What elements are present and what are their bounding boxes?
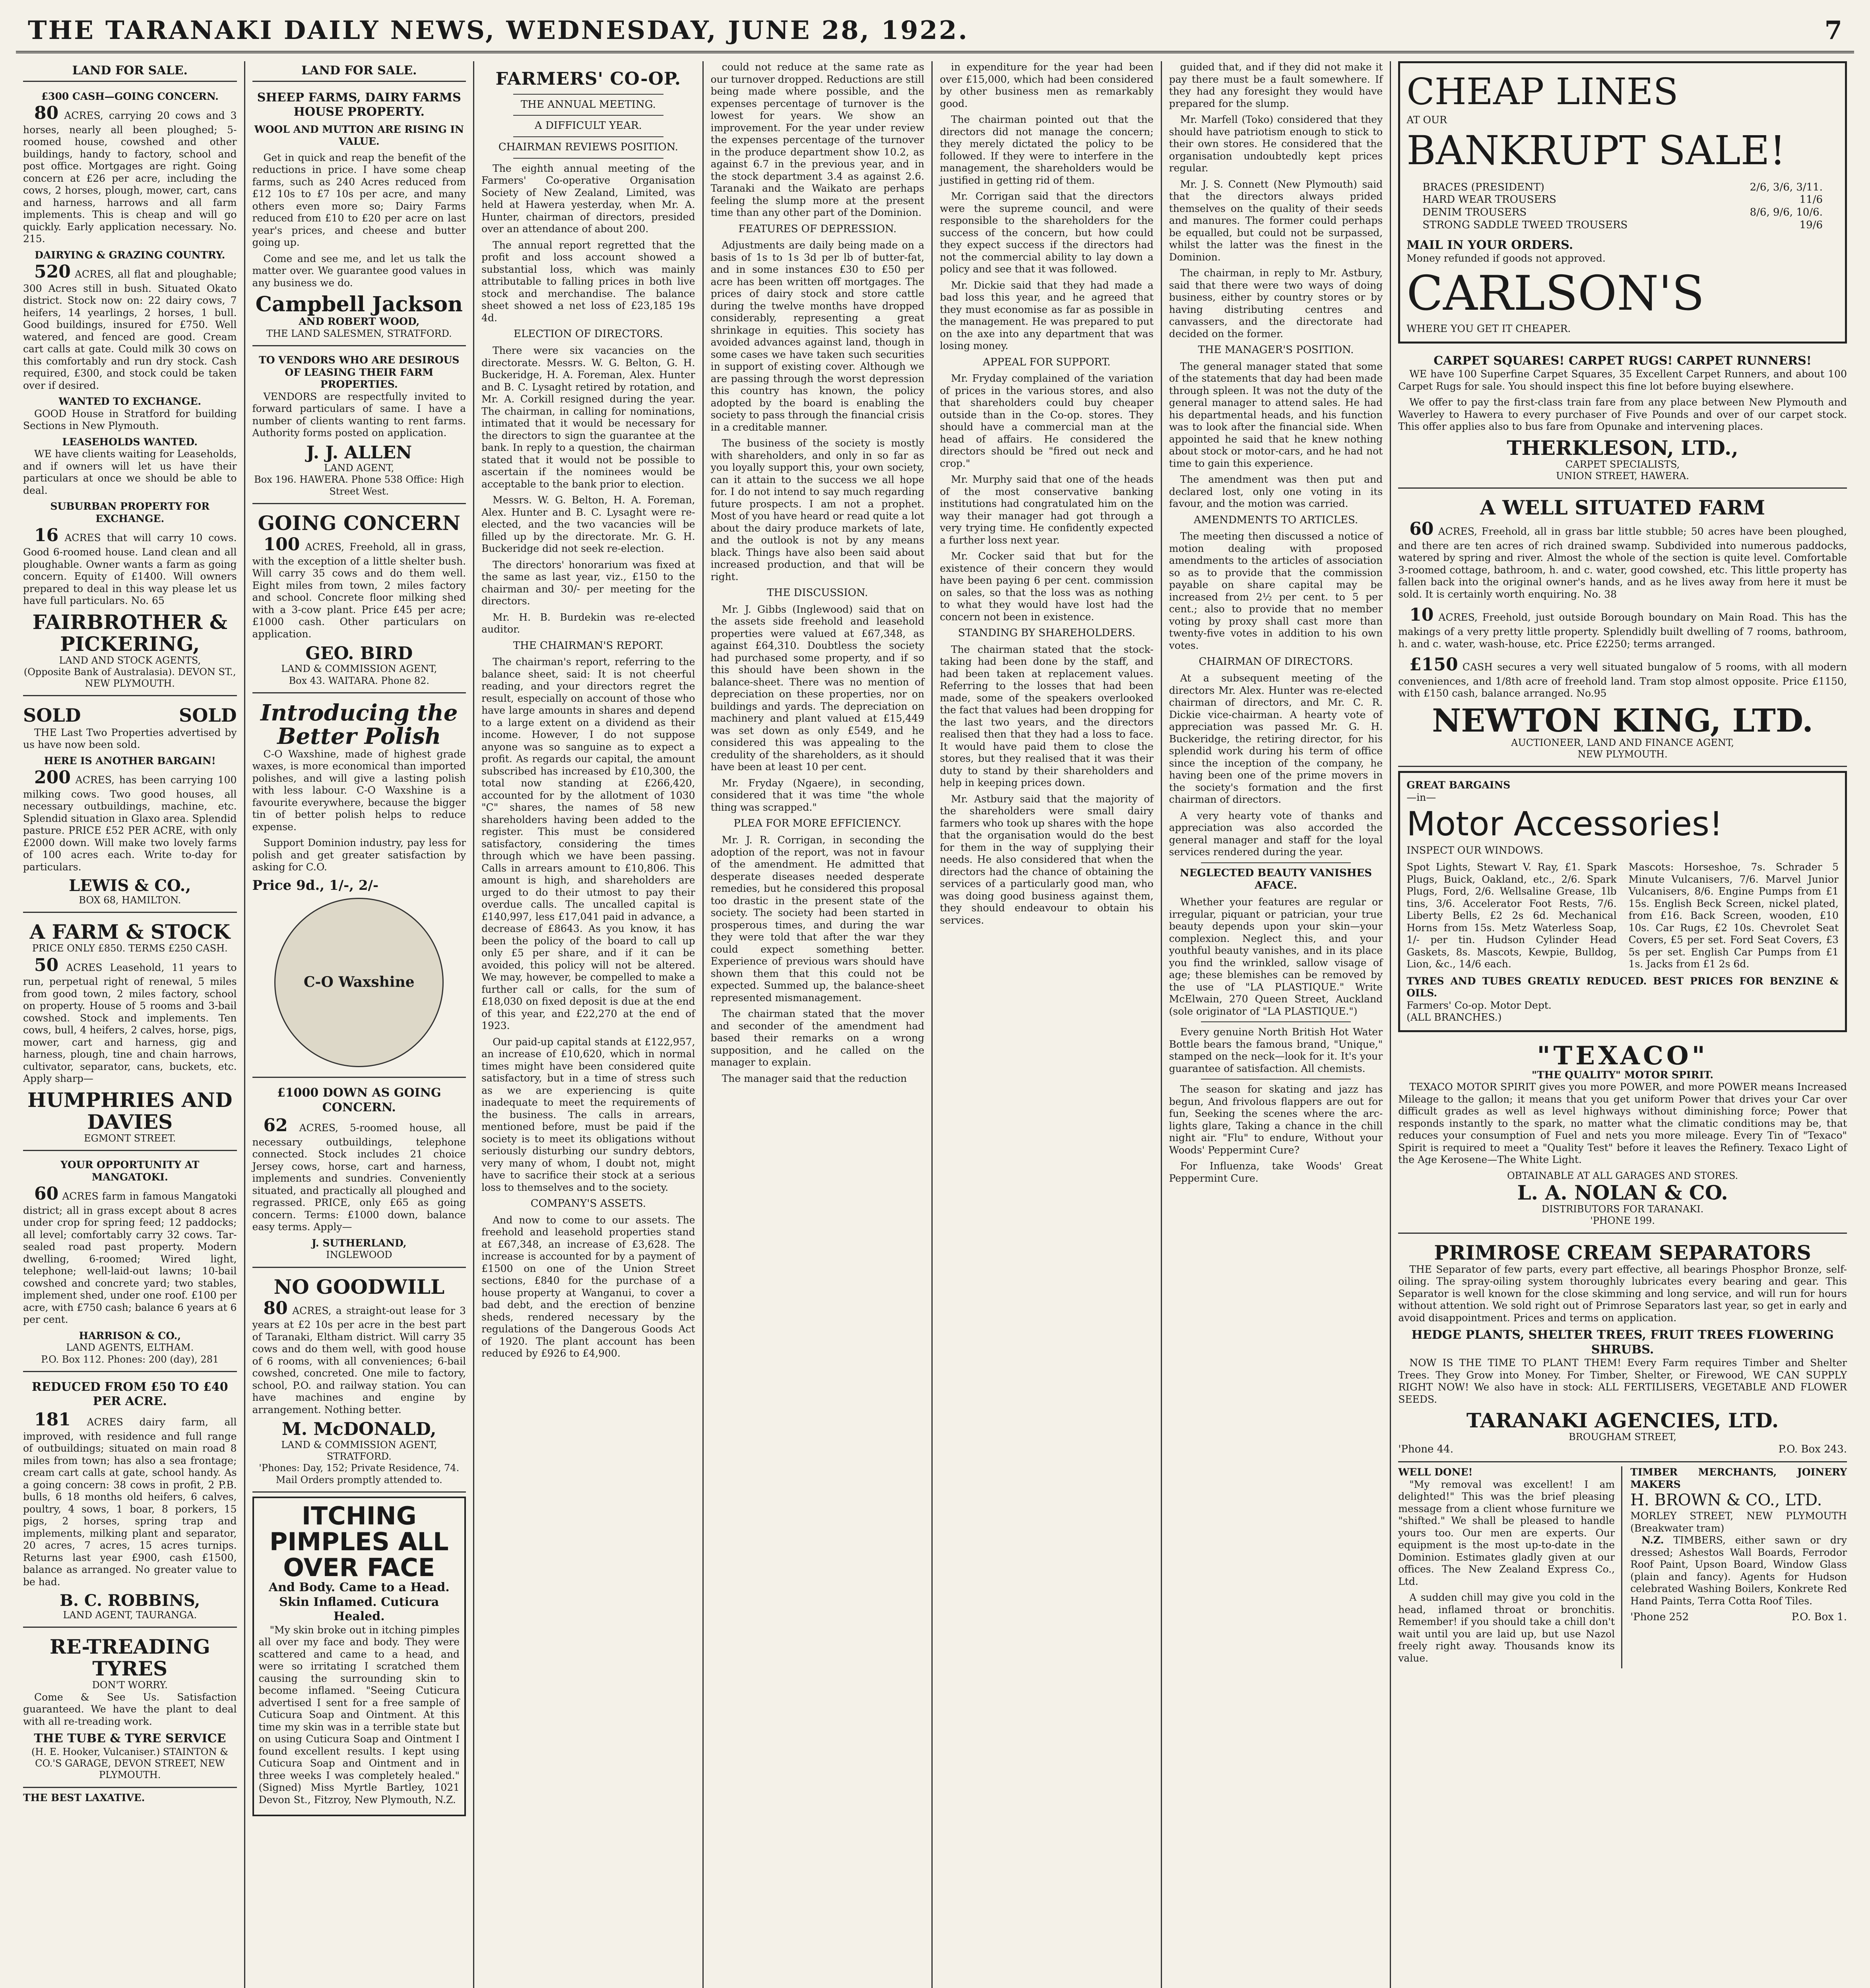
ad-body: "My skin broke out in itching pimples all over my face and body. They were scattered and came to a head, and were so irritating I scratched them causing the surrounding skin to become inflamed. "Seeing Cuticura advertised I sent for a free sample of Cuticura Soap and Ointment. At this time my skin was in a terrible state but on using Cuticura Soap and Ointment I found excellent results. I kept using Cuticura Soap and Ointment and in three weeks I was completely healed." (Signed) Miss Myrtle Bartley, 1021 Devon St., Fitzroy, New Plymouth, N.Z. xyxy=(258,1624,460,1806)
agent-desc: LAND & COMMISSION AGENT, xyxy=(281,663,437,675)
section-heading: THE DISCUSSION. xyxy=(767,587,868,599)
ad-mangatoki xyxy=(23,1155,237,1372)
article-subheading: CHAIRMAN REVIEWS POSITION. xyxy=(498,141,678,153)
ad-lead: 60 xyxy=(1409,519,1434,540)
ad-body: Get in quick and reap the benefit of the reductions in price. I have some cheap farms, such as 240 Acres reduced from £12 10s to £7 10s per acre, and many others even more so; Dairy Farms reduced from £10 to £20 per acre on last year's prices, and cheese and butter going up. xyxy=(252,151,466,248)
item-name: BRACES (PRESIDENT) xyxy=(1422,181,1544,193)
ad-subtitle: —in— xyxy=(1406,791,1436,803)
page-number: 7 xyxy=(1824,15,1842,45)
article-paragraph: The chairman pointed out that the directors did not manage the concern; they merely dictated the policy to be followed. If they were to interfere in the management, the shareholders would be justified in getting rid of them. xyxy=(940,114,1154,186)
ad-body: ACRES, a straight-out lease for 3 years at £2 10s per acre in the best part of Taranaki, Eltham district. Will carry 35 cows and do them well, with good house of 6 rooms, with all conveniences; 6-bail cowshed, concreted. One mile to factory, school, P.O. and railway station. You can have machines and engine by arrangement. Nothing better. xyxy=(252,1305,466,1415)
ad-body: THE Separator of few parts, every part effective, all bearings Phosphor Bronze, self-oiling. The spray-oiling system thoroughly lubricates every bearing and gear. This Separator is well known for the close skimming and long service, and will run for hours without attention. We sold right out of Primrose Separators last year, so get in early and avoid disappointment. Prices and terms on application. xyxy=(1398,1263,1847,1324)
agent-address: Box 43. WAITARA. Phone 82. xyxy=(289,675,430,686)
agent-name: J. J. ALLEN xyxy=(306,442,412,463)
article-paragraph: guided that, and if they did not make it pay there must be a fault somewhere. If they had any foresight they would have prepared for the slump. xyxy=(1169,61,1383,109)
ad-body: WE have 100 Superfine Carpet Squares, 35 Excellent Carpet Runners, and about 100 Carpet Rugs for sale. You should inspect this fine lot before buying elsewhere. xyxy=(1398,368,1847,392)
ad-title: PRIMROSE CREAM SEPARATORS xyxy=(1434,1241,1811,1264)
agent-address: Box 196. HAWERA. Phone 538 Office: High Street West. xyxy=(254,474,464,497)
agent-name: GEO. BIRD xyxy=(305,643,413,664)
item-name: HARD WEAR TROUSERS xyxy=(1422,194,1556,206)
ad-lead: 100 xyxy=(263,534,300,555)
ad-title: £1000 DOWN AS GOING CONCERN. xyxy=(277,1086,441,1114)
ad-title: SUBURBAN PROPERTY FOR EXCHANGE. xyxy=(50,501,210,524)
ad-body: ACRES, all flat and ploughable; 300 Acres still in bush. Situated Okato district. Stock now on: 22 dairy cows, 7 heifers, 14 yearlings, 2 horses, 1 bull. Good buildings, insured for £750. Well watered, and fenced are good. Cream cart calls at gate. Could milk 30 cows on this comfortably and run dry stock. Cash required, £300, and stock could be taken over if desired. xyxy=(23,268,237,391)
agent-name: Farmers' Co-op. Motor Dept. xyxy=(1406,999,1552,1011)
item-price: 8/6, 9/6, 10/6. xyxy=(1750,206,1823,219)
ad-subtitle: INSPECT OUR WINDOWS. xyxy=(1406,844,1544,856)
store-name: CARLSON'S xyxy=(1406,266,1705,321)
article-title: FARMERS' CO-OP. xyxy=(495,69,681,89)
ad-body: ACRES that will carry 10 cows. Good 6-roomed house. Land clean and all ploughable. Owner wants a farm as going concern. Equity of £1400. Will owners prepared to deal in this way please let us have full particulars. No. 65 xyxy=(23,532,237,607)
article-paragraph: Adjustments are daily being made on a basis of 1s to 1s 3d per lb of butter-fat, and in some instances £30 to £50 per acre has been written off mortgages. The prices of dairy stock and store cattle during the twelve months have dropped considerably, representing a great shrinkage in equities. This society has avoided advances against land, though in some cases we have taken such securities in support of existing cover. Although we are passing through the worst depression this country has known, the policy adopted by the board is enabling the society to pass through the financial crisis in a creditable manner. xyxy=(710,239,925,433)
columns xyxy=(16,61,1854,1988)
column-1-land-for-sale xyxy=(16,61,245,1988)
section-heading: STANDING BY SHAREHOLDERS. xyxy=(958,627,1135,639)
ad-body: ACRES farm in famous Mangatoki district; all in grass except about 8 acres under crop for spring feed; 12 paddocks; all level; comfortably carry 32 cows. Tar-sealed road past property. Modern dwelling, 6-roomed; Wired light, telephone; well-laid-out lawns; 10-bail cowshed and concrete yard; two stables, implement shed, under one roof. £100 per acre, with £750 cash; balance 6 years at 6 per cent. xyxy=(23,1190,237,1326)
ad-well-situated-farm xyxy=(1398,493,1847,767)
ad-body: A sudden chill may give you cold in the head, inflamed throat or bronchitis. Remember! if you should take a chill don't wait until you are laid up, but use Nazol freely right away. Thousands know its value. xyxy=(1398,1592,1615,1664)
ad-lead: 16 xyxy=(34,525,59,546)
article-paragraph: At a subsequent meeting of the directors Mr. Alex. Hunter was re-elected chairman of directors, and Mr. C. R. Dickie vice-chairman. A hearty vote of appreciation was passed Mr. G. H. Buckeridge, the retiring director, for his splendid work during his term of office since the inception of the company, he having been one of the prime movers in the society's formation and the first chairman of directors. xyxy=(1169,672,1383,806)
ad-subtitle: GREAT BARGAINS xyxy=(1406,779,1511,791)
ad-title: CARPET SQUARES! CARPET RUGS! CARPET RUNNERS! xyxy=(1434,353,1812,368)
article-paragraph: Mr. Astbury said that the majority of the shareholders were small dairy farmers who took up shares with the hope that the organisation would do the best for them in the way of supplying their needs. He also considered that when the directors had the chance of obtaining the services of a particularly good man, who was doing good business against them, they should endeavour to obtain his services. xyxy=(940,793,1154,926)
section-heading: PLEA FOR MORE EFFICIENCY. xyxy=(733,817,902,830)
ad-body: VENDORS are respectfully invited to forward particulars of same. I have a number of clients wanting to rent farms. Authority forms posted on application. xyxy=(252,390,466,439)
ad-lead: 60 xyxy=(34,1184,59,1204)
article-paragraph: The directors' honorarium was fixed at the same as last year, viz., £150 to the chairman and 30/- per meeting for the directors. xyxy=(481,559,695,607)
price-list-left: Spot Lights, Stewart V. Ray, £1. Spark Plugs, Buick, Oakland, etc., 2/6. Spark Plugs, Ford, 2/6. Wellsaline Grease, 1lb tins, 3/6. Accelerator Foot Rests, 7/6. Liberty Bells, £2 2s 6d. Mechanical Horns from 15s. Metz Waterless Soap, 1/- per tin. Hudson Cylinder Head Gaskets, 8s. Mascots, Kewpie, Bulldog, Lion, &c., 14/6 each. xyxy=(1406,861,1617,970)
agent-address: MORLEY STREET, NEW PLYMOUTH (Breakwater tram) xyxy=(1630,1510,1847,1534)
ad-retreading xyxy=(23,1632,237,1788)
ad-lead: 520 xyxy=(34,262,71,282)
ad-body: Come and see me, and let us talk the matter over. We guarantee good values in any business we do. xyxy=(252,252,466,289)
article-subheading: THE ANNUAL MEETING. xyxy=(520,98,656,111)
article-paragraph: Mr. J. S. Connett (New Plymouth) said that the directors always prided themselves on the quality of their seeds and manures. The former could perhaps be equalled, but could not be surpassed, whilst the latter was the finest in the Dominion. xyxy=(1169,178,1383,263)
agent-name: B. C. ROBBINS, xyxy=(60,1591,200,1610)
ad-price: PRICE ONLY £850. TERMS £250 CASH. xyxy=(32,943,228,954)
ad-motor-accessories xyxy=(1398,771,1847,1032)
article-paragraph: The business of the society is mostly with shareholders, and only in so far as you loyally support this, your own society, can it attain to the success we all hope for. I do not intend to say much regarding future prospects. I am not a prophet. Most of you have heard or read quite a lot about the dairy produce markets of late, and the outlook is not by any means black. Things have also been said about increased production, and that will be right. xyxy=(710,437,925,582)
ad-farm-stock xyxy=(23,917,237,1151)
item-name: DENIM TROUSERS xyxy=(1422,206,1527,219)
ad-title: £300 CASH—GOING CONCERN. xyxy=(41,90,219,102)
agent-desc: LAND AGENT, xyxy=(324,462,394,474)
section-heading: AMENDMENTS TO ARTICLES. xyxy=(1193,514,1358,526)
ad-body: Whether your features are regular or irregular, piquant or patrician, your true beauty depends upon your skin—your complexion. Neglect this, and your youthful beauty vanishes, and in its place you find the wrinkled, sallow visage of age; these blemishes can be removed by the use of "LA PLASTIQUE." Write McElwain, 270 Queen Street, Auckland (sole originator of "LA PLASTIQUE.") xyxy=(1169,896,1383,1017)
agent-name: TARANAKI AGENCIES, LTD. xyxy=(1466,1409,1779,1433)
ad-lead: £150 xyxy=(1409,654,1458,675)
agent-desc: LAND AND STOCK AGENTS, xyxy=(59,654,201,666)
section-heading: APPEAL FOR SUPPORT. xyxy=(983,356,1111,368)
ad-body: The season for skating and jazz has begun, And frivolous flappers are out for fun, Seeking the scenes where the arc-lights glare, Taking a chance in the chill night air. "Flu" to endure, Without your Woods' Peppermint Cure? xyxy=(1169,1083,1383,1156)
ad-body: CASH secures a very well situated bungalow of 5 rooms, with all modern conveniences, and 1/8th acre of freehold land. Tram stop almost opposite. Price £1150, with £150 cash, balance arranged. No.95 xyxy=(1398,661,1847,699)
ad-title: TIMBER MERCHANTS, JOINERY MAKERS xyxy=(1630,1466,1847,1490)
ad-body: TEXACO MOTOR SPIRIT gives you more POWER, and more POWER means Increased Mileage to the gallon; it means that you get uniform Power that drives your Car over difficult grades as well as level highways without diminishing force; Power that responds instantly to the spark, no matter what the climatic conditions may be, that reduces your consumption of Fuel and nets you more mileage. Every Tin of "Texaco" Spirit is required to meet a "Quality Test" before it leaves the Refinery. Texaco Light of the Age Kerosene—The White Light. xyxy=(1398,1081,1847,1166)
column-3-farmers-coop xyxy=(474,61,704,1988)
ad-title: CHEAP LINES xyxy=(1406,70,1678,113)
ad-title: WANTED TO EXCHANGE. xyxy=(58,396,202,408)
ad-subtitle: And Body. Came to a Head. Skin Inflamed. Cuticura Healed. xyxy=(268,1580,450,1624)
ad-body: ACRES, Freehold, just outside Borough boundary on Main Road. This has the makings of a very pretty little property. Splendidly built dwelling of 7 rooms, bathroom, h. and c. water, wash-house, etc. Price £2250; terms arranged. xyxy=(1398,612,1847,650)
agent-name: M. McDONALD, xyxy=(282,1419,436,1440)
agent-address: (Opposite Bank of Australasia). DEVON ST., NEW PLYMOUTH. xyxy=(23,666,236,689)
ad-timber xyxy=(1630,1466,1847,1668)
column-2-land-for-sale xyxy=(245,61,475,1988)
price-row xyxy=(1422,206,1823,219)
agent-desc: AUCTIONEER, LAND AND FINANCE AGENT, xyxy=(1511,737,1734,748)
ad-body: WE have clients waiting for Leaseholds, and if owners will let us have their particulars at once we should be able to deal. xyxy=(23,448,237,496)
ad-title: Introducing the Better Polish xyxy=(260,700,458,749)
ad-sold xyxy=(23,700,237,913)
ad-title: "TEXACO" xyxy=(1537,1041,1708,1071)
article-paragraph: The general manager stated that some of the statements that day had been made through spleen. It was not the duty of the general manager to attend sales. He had his departmental heads, and his function was to look after the financial side. When appointed he said that he knew nothing about stock or motor-cars, and he had not time to gain this experience. xyxy=(1169,360,1383,469)
agent-phone: 'Phone 44. xyxy=(1398,1443,1453,1455)
ad-lead: 80 xyxy=(263,1298,288,1318)
ad-title: YOUR OPPORTUNITY AT MANGATOKI. xyxy=(60,1159,200,1183)
agent-address: P.O. Box 112. Phones: 200 (day), 281 xyxy=(41,1353,219,1365)
ad-body: Come & See Us. Satisfaction guaranteed. We have the plant to deal with all re-treading work. xyxy=(23,1691,237,1727)
ad-lead: N.Z. xyxy=(1641,1534,1664,1546)
item-price: 11/6 xyxy=(1799,194,1823,206)
column-5-article-continued xyxy=(933,61,1162,1988)
ad-body: We offer to pay the first-class train fare from any place between New Plymouth and Waverley to Hawera to every purchaser of Five Pounds and over of our carpet stock. This offer applies also to bus fare from Opunake and intervening places. xyxy=(1398,396,1847,433)
article-paragraph: Mr. Marfell (Toko) considered that they should have patriotism enough to stick to their own stores. He considered that the organisation undoubtedly kept prices regular. xyxy=(1169,114,1383,174)
ad-title: SHEEP FARMS, DAIRY FARMS HOUSE PROPERTY. xyxy=(257,90,461,119)
column-6-article-continued xyxy=(1162,61,1391,1988)
ad-body: ACRES, 5-roomed house, all necessary outbuildings, telephone connected. Stock includes 21 choice Jersey cows, horse, cart and harness, implements and sundries. Conveniently situated, and practically all ploughed and regrassed. PRICE, only £65 as going concern. Terms: £1000 down, balance easy terms. Apply— xyxy=(252,1122,466,1233)
article-paragraph: Mr. Fryday complained of the variation of prices in the various stores, and also that shareholders could buy cheaper outside than in the Co-op. stores. They should have a commercial man at the head of affairs. He considered the directors should be "fired out neck and crop." xyxy=(940,373,1154,469)
ad-title: A FARM & STOCK xyxy=(29,920,231,944)
ad-note: Money refunded if goods not approved. xyxy=(1406,252,1606,264)
ad-body: ACRES Leasehold, 11 years to run, perpetual right of renewal, 5 miles from good town, 2 miles factory, school on property. House of 5 rooms and 3-bail cowshed. Stock and implements. Ten cows, bull, 4 heifers, 2 calves, horse, pigs, mower, cart and harness, gig and harness, plough, tine and chain harrows, cultivator, separator, cans, buckets, etc. Apply sharp— xyxy=(23,961,237,1085)
ad-lead: 62 xyxy=(263,1115,288,1136)
ad-title: HERE IS ANOTHER BARGAIN! xyxy=(44,755,216,767)
ad-carlsons xyxy=(1398,61,1847,344)
ad-lead: 50 xyxy=(34,955,59,975)
agent-desc: LAND & COMMISSION AGENT, STRATFORD. xyxy=(281,1439,437,1462)
article-paragraph: Mr. Fryday (Ngaere), in seconding, considered that it was time "the whole thing was scrapped." xyxy=(710,777,925,813)
ad-no-goodwill xyxy=(252,1272,466,1493)
store-tagline: WHERE YOU GET IT CHEAPER. xyxy=(1406,323,1571,335)
article-paragraph: The amendment was then put and declared lost, only one voting in its favour, and the motion was carried. xyxy=(1169,474,1383,510)
agent-desc: CARPET SPECIALISTS, xyxy=(1565,458,1680,470)
ad-title: GOING CONCERN xyxy=(258,511,461,535)
agent-box: P.O. Box 1. xyxy=(1791,1611,1847,1623)
article-paragraph: could not reduce at the same rate as our turnover dropped. Reductions are still being made where possible, and the expenses percentage of turnover is the lowest for years. We show an improvement. For the year under review the expenses percentage of the turnover in the produce department show 10.2, as against 6.7 in the previous year, and in the stock department 3.4 as against 2.6. Taranaki and the Waikato are perhaps feeling the slump more at the present time than any other part of the Dominion. xyxy=(710,61,925,218)
ad-lead: 10 xyxy=(1409,605,1434,625)
agent-address: 'Phones: Day, 152; Private Residence, 74. Mail Orders promptly attended to. xyxy=(259,1462,460,1485)
ad-body: NOW IS THE TIME TO PLANT THEM! Every Farm requires Timber and Shelter Trees. They Grow into Money. For Timber, Shelter, or Firewood, WE CAN SUPPLY RIGHT NOW! We also have in stock: ALL FERTILISERS, VEGETABLE AND FLOWER SEEDS. xyxy=(1398,1357,1847,1405)
ad-carpets xyxy=(1398,350,1847,489)
ad-body: THE Last Two Properties advertised by us have now been sold. xyxy=(23,726,237,751)
ad-vendors xyxy=(252,350,466,504)
column-header: LAND FOR SALE. xyxy=(23,61,237,82)
ad-body: ACRES, carrying 20 cows and 3 horses, nearly all been ploughed; 5-roomed house, cowshed and other buildings, handy to factory, school and post office. Mortgages are right. Going concern at £26 per acre, including the cows, 2 horses, plough, mower, cart, cans and harness, harrows and all farm implements. This is cheap and will go quickly. Early application necessary. No. 215. xyxy=(23,110,237,245)
agent-desc: (ALL BRANCHES.) xyxy=(1406,1011,1502,1023)
article-paragraph: Mr. J. R. Corrigan, in seconding the adoption of the report, was not in favour of the amendment. He admitted that desperate diseases needed desperate remedies, but he considered this proposal too drastic in the present state of the society. The society had been started in prosperous times, and during the war they were told that after the war they could expect something better. Experience of previous wars should have shown them that this could not be expected. Summed up, the balance-sheet represented mismanagement. xyxy=(710,834,925,1004)
price-row xyxy=(1422,181,1823,194)
ad-body: "My removal was excellent! I am delighted!" This was the brief pleasing message from a client whose furniture we "shifted." We shall be pleased to handle yours too. Our men are experts. Our equipment is the most up-to-date in the Dominion. Estimates gladly given at our offices. The New Zealand Express Co., Ltd. xyxy=(1398,1478,1615,1587)
article-paragraph: Mr. H. B. Burdekin was re-elected auditor. xyxy=(481,611,695,635)
ad-title: NEGLECTED BEAUTY VANISHES AFACE. xyxy=(1179,867,1372,892)
article-paragraph: The chairman stated that the mover and seconder of the amendment had based their remarks on a wrong supposition, and he called on the manager to explain. xyxy=(710,1008,925,1068)
agent-name: HARRISON & CO., xyxy=(79,1330,181,1342)
article-paragraph: Mr. Dickie said that they had made a bad loss this year, and he agreed that they must economise as far as possible in the management. He was prepared to put on the axe into any department that was losing money. xyxy=(940,279,1154,351)
agent-name: L. A. NOLAN & CO. xyxy=(1517,1181,1728,1205)
article-paragraph: There were six vacancies on the directorate. Messrs. W. G. Belton, G. H. Buckeridge, H. A. Foreman, Alex. Hunter and B. C. Lysaght retired by rotation, and Mr. A. Corkill resigned during the year. The chairman, in calling for nominations, intimated that it would be necessary for the directors to sign the guarantee at the bank. In reply to a question, the chairman stated that it would not be possible to ascertain if the nominees would be acceptable to the bank prior to election. xyxy=(481,345,695,490)
agent-address: INGLEWOOD xyxy=(326,1249,392,1261)
ad-body: ACRES, Freehold, all in grass bar little stubble; 50 acres have been ploughed, and there are ten acres of rich drained swamp. Subdivided into numerous paddocks, watered by spring and river. Almost the whole of the section is quite level. Comfortable 3-roomed cottage, bathroom, h. and c. water, good cowshed, etc. This little property has fallen back into the original owner's hands, and as he lives away from here it must be sold. It is certainly worth enquiring. No. 38 xyxy=(1398,526,1847,600)
ad-title: NO GOODWILL xyxy=(274,1275,445,1299)
agent-desc: LAND AGENT, TAURANGA. xyxy=(63,1609,197,1621)
article-paragraph: Our paid-up capital stands at £122,957, an increase of £10,620, which in normal times might have been considered quite satisfactory, but in a time of stress such as we are experiencing is quite inadequate to meet the requirements of the business. The calls in arrears, mentioned before, must be paid if the society is to meet its obligations without seriously disturbing our sundry debtors, very many of whom, I doubt not, might have to sacrifice their stock at a serious loss to themselves and to the society. xyxy=(481,1036,695,1193)
ad-title: HEDGE PLANTS, SHELTER TREES, FRUIT TREES FLOWERING SHRUBS. xyxy=(1411,1328,1834,1357)
article-paragraph: The manager said that the reduction xyxy=(722,1072,907,1084)
agent-name: HUMPHRIES AND DAVIES xyxy=(27,1088,233,1134)
ad-title: Motor Accessories! xyxy=(1406,804,1723,844)
ad-title: LEASEHOLDS WANTED. xyxy=(62,436,198,448)
agent-address: (H. E. Hooker, Vulcaniser.) STAINTON & CO.'S GARAGE, DEVON STREET, NEW PLYMOUTH. xyxy=(31,1746,229,1781)
section-heading: COMPANY'S ASSETS. xyxy=(530,1198,646,1210)
agent-desc: LAND AGENTS, ELTHAM. xyxy=(66,1342,194,1353)
price-list-right: Mascots: Horseshoe, 7s. Schrader 5 Minute Vulcanisers, 7/6. Marvel Junior Vulcanisers, 8/6. Engine Pumps from £1 15s. English Beck Screen, nickel plated, from £16. Back Screen, wooden, £10 10s. Car Rugs, £2 10s. Chevrolet Seat Covers, £5 per set. Ford Seat Covers, £3 5s per set. English Car Pumps from £1 1s. Jacks from £1 2s 6d. xyxy=(1628,861,1839,970)
article-paragraph: And now to come to our assets. The freehold and leasehold properties stand at £67,348, an increase of £3,628. The increase is accounted for by a payment of £1500 on one of the Union Street sections, £840 for the purchase of a house property at Wanganui, to cover a bad debt, and the erection of benzine sheds, rendered necessary by the regulations of the Dangerous Goods Act of 1920. The plant account has been reduced by £926 to £4,900. xyxy=(481,1214,695,1359)
price-row xyxy=(1422,194,1823,206)
ad-body: ACRES, Freehold, all in grass, with the exception of a little shelter bush. Will carry 35 cows and do them well. Eight miles from town, 2 miles factory and school. Concrete floor milking shed with a 3-cow plant. Price £45 per acre; £1000 cash. Other particulars on application. xyxy=(252,541,466,640)
ad-texaco xyxy=(1398,1039,1847,1234)
ad-price: Price 9d., 1/-, 2/- xyxy=(252,877,379,893)
ad-title: BANKRUPT SALE! xyxy=(1406,127,1786,174)
masthead xyxy=(16,10,1854,53)
bottom-ads xyxy=(1398,1466,1847,1668)
ad-co-waxshine xyxy=(252,697,466,1078)
agent-name: H. BROWN & CO., LTD. xyxy=(1630,1491,1822,1510)
ad-body: C-O Waxshine, made of highest grade waxes, is more economical than imported polishes, and will give a lasting polish with less labour. C-O Waxshine is a favourite everywhere, because the bigger tin of better polish helps to reduce expense. xyxy=(252,748,466,833)
masthead-title: THE TARANAKI DAILY NEWS, WEDNESDAY, JUNE 28, 1922. xyxy=(28,15,969,45)
article-paragraph: Mr. J. Gibbs (Inglewood) said that on the assets side freehold and leasehold properties were valued at £67,348, as against £64,310. Doubtless the society had purchased some property, and if so this should have been shown in the balance-sheet. There was no mention of depreciation on these properties, nor on buildings and yards. The depreciation on machinery and plant valued at £15,449 was set down as only £549, and he considered this was appealing to the credulity of the shareholders, as it should have been at least 10 per cent. xyxy=(710,603,925,773)
item-name: STRONG SADDLE TWEED TROUSERS xyxy=(1422,219,1628,231)
ad-body: ACRES, has been carrying 100 milking cows. Two good houses, all necessary outbuildings, machine, etc. Splendid situation in Glaxo area. Splendid pasture. PRICE £52 PER ACRE, with only £2000 down. Will make two lovely farms of 100 acres each. Write to-day for particulars. xyxy=(23,774,237,873)
agent-address: NEW PLYMOUTH. xyxy=(1577,749,1668,760)
column-4-article-continued xyxy=(704,61,933,1988)
agent-address: BROUGHAM STREET, xyxy=(1569,1431,1677,1443)
article-paragraph: The chairman's report, referring to the balance sheet, said: It is not cheerful reading, and your directors regret the result, especially on account of those who have large amounts in shares and depend to a large extent on a dividend as their income. However, I do not suppose anyone was so sanguine as to expect a profit. As regards our capital, the amount subscribed has increased by £10,300, the total now standing at £266,420, accounted for by the allotment of 1030 "C" shares, the names of 58 new shareholders having been added to the register. This must be considered satisfactory, considering the times through which we have been passing. Calls in arrears amount to £10,806. This amount is high, and shareholders are urged to do their utmost to pay their overdue calls. The uncalled capital is £140,997, less £17,041 paid in advance, a decrease of £8643. As you know, it has been the policy of the board to call up only £5 per share, and if it can be avoided, this policy will not be altered. We may, however, be compelled to make a further call or calls, for the sum of £18,030 on fixed deposit is due at the end of this year, and £22,270 at the end of 1923. xyxy=(481,656,695,1032)
ad-reduced xyxy=(23,1376,237,1628)
ad-body: Support Dominion industry, pay less for polish and get greater satisfaction by asking for C.O. xyxy=(252,837,466,873)
article-paragraph: in expenditure for the year had been over £15,000, which had been considered by other business men as remarkably good. xyxy=(940,61,1154,109)
ad-title: THE BEST LAXATIVE. xyxy=(23,1792,145,1804)
agent-name: LEWIS & CO., xyxy=(69,876,191,895)
waxshine-tin-illustration xyxy=(274,898,444,1067)
ad-note: OBTAINABLE AT ALL GARAGES AND STORES. xyxy=(1507,1170,1738,1181)
ad-subtitle: AT OUR xyxy=(1406,114,1447,126)
article-paragraph: The annual report regretted that the profit and loss account showed a substantial loss, which was mainly attributable to falling prices in both live stock and merchandise. The balance sheet showed a net loss of £23,185 19s 4d. xyxy=(481,239,695,324)
sold-label: SOLD xyxy=(179,705,237,726)
agent-name: FAIRBROTHER & PICKERING, xyxy=(32,610,227,656)
ad-lead: 80 xyxy=(34,103,59,124)
ad-title: REDUCED FROM £50 TO £40 PER ACRE. xyxy=(31,1380,228,1409)
ad-sheep-farms xyxy=(252,87,466,347)
agent-address: UNION STREET, HAWERA. xyxy=(1556,470,1689,481)
item-price: 19/6 xyxy=(1799,219,1823,231)
agent-address: BOX 68, HAMILTON. xyxy=(79,895,181,906)
ad-going-concern xyxy=(252,508,466,693)
article-paragraph: Messrs. W. G. Belton, H. A. Foreman, Alex. Hunter and B. C. Lysaght were re-elected, and the two vacancies will be filled up by the directorate. Mr. G. H. Buckeridge did not seek re-election. xyxy=(481,494,695,555)
ad-lead: 200 xyxy=(34,767,71,788)
item-price: 2/6, 3/6, 3/11. xyxy=(1750,181,1823,193)
ad-going-concern xyxy=(23,87,237,697)
section-heading: CHAIRMAN OF DIRECTORS. xyxy=(1199,656,1353,668)
ad-subtitle: WOOL AND MUTTON ARE RISING IN VALUE. xyxy=(254,123,464,148)
section-heading: THE MANAGER'S POSITION. xyxy=(1198,344,1354,356)
ad-title: ITCHING PIMPLES ALL OVER FACE xyxy=(269,1501,449,1582)
article-paragraph: Mr. Murphy said that one of the heads of the most conservative banking institutions had congratulated him on the way their manager had got through a very trying time. He confidently expected a further loss next year. xyxy=(940,474,1154,546)
agent-desc: DISTRIBUTORS FOR TARANAKI. xyxy=(1541,1204,1704,1215)
ad-subtitle: "THE QUALITY" MOTOR SPIRIT. xyxy=(1532,1069,1714,1081)
agent-name: J. SUTHERLAND, xyxy=(312,1237,407,1249)
ad-body: Every genuine North British Hot Water Bottle bears the famous brand, "Unique," stamped on the neck—look for it. It's your guarantee of satisfaction. All chemists. xyxy=(1169,1026,1383,1074)
agent-phone: 'Phone 252 xyxy=(1630,1611,1689,1623)
ad-title: WELL DONE! xyxy=(1398,1466,1473,1478)
agent-name: THERKLESON, LTD., xyxy=(1507,436,1738,460)
ad-subtitle: DON'T WORRY. xyxy=(92,1679,168,1691)
column-header: LAND FOR SALE. xyxy=(252,61,466,82)
section-heading: THE CHAIRMAN'S REPORT. xyxy=(513,639,663,652)
ad-title: A WELL SITUATED FARM xyxy=(1480,496,1765,520)
ad-well-done xyxy=(1398,1466,1622,1668)
ad-thousand-down xyxy=(252,1082,466,1268)
price-row xyxy=(1422,219,1823,232)
ad-note: MAIL IN YOUR ORDERS. xyxy=(1406,238,1573,252)
price-list xyxy=(1422,181,1823,232)
column-7-advertisements xyxy=(1391,61,1854,1988)
ad-cuticura xyxy=(252,1497,466,1817)
ad-title: DAIRYING & GRAZING COUNTRY. xyxy=(35,249,225,261)
article-paragraph: Mr. Cocker said that but for the existence of their concern they would have been paying 6 per cent. commission on sales, so that the loss was as nothing to what they would have lost had the concern not been in existence. xyxy=(940,550,1154,623)
agent-box: P.O. Box 243. xyxy=(1778,1443,1847,1455)
agent-phone: 'PHONE 199. xyxy=(1590,1215,1655,1227)
agent-address: EGMONT STREET. xyxy=(84,1132,176,1144)
ad-title: TO VENDORS WHO ARE DESIROUS OF LEASING THEIR FARM PROPERTIES. xyxy=(259,354,460,390)
article-paragraph: Mr. Corrigan said that the directors were the supreme council, and were responsible to the shareholders for the success of the concern, but how could they expect success if the directors had not the commercial ability to lay down a policy and see that it was followed. xyxy=(940,190,1154,275)
agent-name: NEWTON KING, LTD. xyxy=(1432,701,1814,739)
agent-name: AND ROBERT WOOD, xyxy=(299,316,420,328)
ad-title: RE-TREADING TYRES xyxy=(49,1635,210,1681)
ad-lead: 181 xyxy=(34,1409,71,1430)
article-paragraph: The chairman, in reply to Mr. Astbury, said that there were two ways of doing business, either by country stores or by having distributing centres and canvassers, and the directorate had decided on the former. xyxy=(1169,267,1383,340)
ad-note: TYRES AND TUBES GREATLY REDUCED. BEST PRICES FOR BENZINE & OILS. xyxy=(1406,975,1839,999)
section-heading: FEATURES OF DEPRESSION. xyxy=(738,223,897,235)
ad-body: ACRES dairy farm, all improved, with residence and full range of outbuildings; situated on main road 8 miles from town; has also a sea frontage; cream cart calls at gate, school handy. As a going concern: 38 cows in profit, 2 P.B. bulls, 6 18 months old heifers, 6 calves, poultry, 4 sows, 1 boar, 8 porkers, 15 pigs, 2 horses, spring trap and implements, milking plant and separator, 20 acres, 7 acres, 15 acres turnips. Returns last year £900, cash £1500, balance as arranged. No greater value to be had. xyxy=(23,1416,237,1588)
article-paragraph: The chairman stated that the stock-taking had been done by the staff, and had been taken at replacement values. Referring to the losses that had been made, some of the speakers overlooked the fact that values had been dropping for the last two years, and the directors realised then that they had a loss to face. It would have paid them to close the stores, but they realised that it was their duty to stand by their shareholders and help in keeping prices down. xyxy=(940,643,1154,789)
agent-desc: THE LAND SALESMEN, STRATFORD. xyxy=(266,328,452,339)
ad-body: TIMBERS, either sawn or dry dressed; Ashestos Wall Boards, Ferrodor Roof Paint, Upson Board, Window Glass (plain and fancy). Agents for Hudson celebrated Washing Boilers, Konkrete Red Hand Paints, Terra Cotta Roof Tiles. xyxy=(1630,1534,1847,1607)
agent-name: Campbell Jackson xyxy=(255,292,463,317)
section-heading: ELECTION OF DIRECTORS. xyxy=(514,328,663,340)
ad-body: For Influenza, take Woods' Great Peppermint Cure. xyxy=(1169,1160,1383,1184)
article-subheading: A DIFFICULT YEAR. xyxy=(534,120,642,132)
agent-name: THE TUBE & TYRE SERVICE xyxy=(34,1732,226,1746)
article-paragraph: The eighth annual meeting of the Farmers' Co-operative Organisation Society of New Zealand, Limited, was held at Hawera yesterday, when Mr. A. Hunter, chairman of directors, presided over an attendance of about 200. xyxy=(481,162,695,235)
sold-label: SOLD xyxy=(23,705,81,726)
article-paragraph: The meeting then discussed a notice of motion dealing with proposed amendments to the articles of association so as to provide that the commission payable on share capital may be increased from 2½ per cent. to 5 per cent.; also to provide that no member voting by proxy shall cast more than twenty-five votes in addition to his own votes. xyxy=(1169,530,1383,651)
article-paragraph: A very hearty vote of thanks and appreciation was also accorded the general manager and staff for the loyal services rendered during the year. xyxy=(1169,810,1383,858)
ad-body: GOOD House in Stratford for building Sections in New Plymouth. xyxy=(23,408,237,432)
ad-primrose-separators xyxy=(1398,1238,1847,1463)
tin-label: C-O Waxshine xyxy=(303,974,415,991)
